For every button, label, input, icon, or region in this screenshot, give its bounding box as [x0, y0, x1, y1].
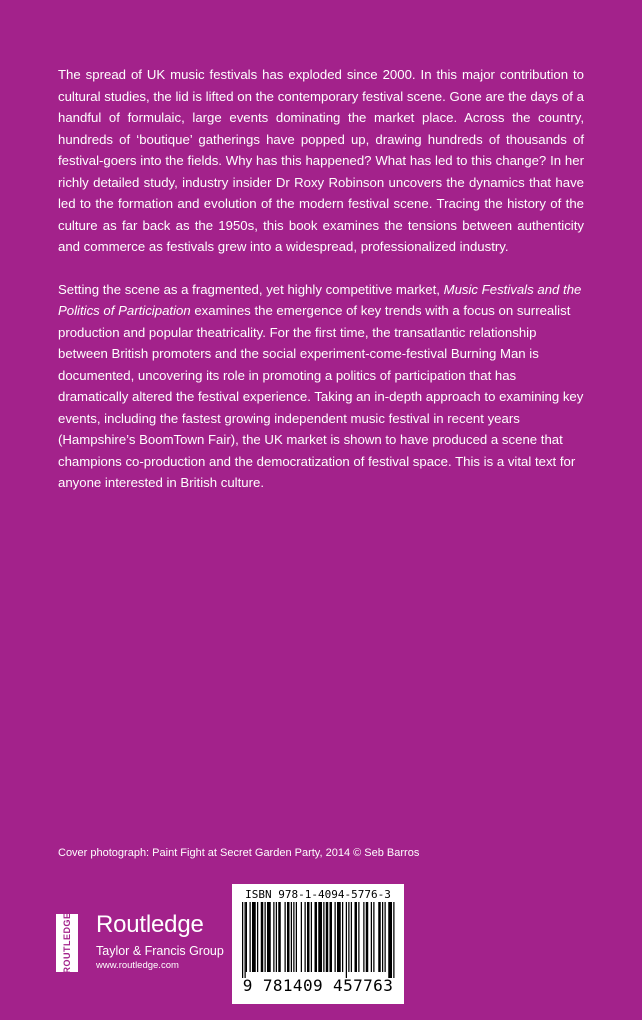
- publisher-group: Taylor & Francis Group: [96, 944, 224, 958]
- barcode-bar: [267, 902, 271, 972]
- barcode-bar: [301, 902, 302, 972]
- barcode-bars: [238, 902, 398, 978]
- barcode-bar: [355, 902, 358, 972]
- barcode-bar: [257, 902, 258, 972]
- barcode-bar: [373, 902, 374, 972]
- publisher-url: www.routledge.com: [96, 960, 179, 971]
- barcode-bar: [296, 902, 297, 972]
- barcode-bar: [323, 902, 324, 972]
- barcode-bar: [273, 902, 274, 972]
- isbn-barcode: [232, 884, 404, 1004]
- barcode-bar: [393, 902, 394, 978]
- isbn-label: ISBN 978-1-4094-5776-3: [245, 888, 391, 901]
- routledge-logo-icon: [56, 914, 78, 972]
- routledge-logo-text: ROUTLEDGE: [62, 912, 72, 974]
- barcode-bar: [330, 902, 333, 972]
- barcode-bar: [242, 902, 243, 978]
- barcode-bar: [261, 902, 264, 972]
- barcode-bar: [287, 902, 290, 972]
- barcode-bar: [293, 902, 294, 972]
- barcode-bar: [305, 902, 306, 972]
- cover-photo-credit: Cover photograph: Paint Fight at Secret Garden Party, 2014 © Seb Barros: [58, 847, 420, 859]
- barcode-bar: [363, 902, 364, 972]
- barcode-bar: [291, 902, 292, 972]
- barcode-bar: [278, 902, 281, 972]
- barcode-bar: [318, 902, 322, 972]
- barcode-bar: [326, 902, 329, 972]
- barcode-bar: [276, 902, 277, 972]
- book-title-italic: Music Festivals and the Politics of Participation: [58, 281, 582, 318]
- barcode-bar: [335, 902, 336, 972]
- barcode-bar: [245, 902, 246, 978]
- barcode-bar: [311, 902, 312, 972]
- barcode-bar: [366, 902, 369, 972]
- barcode-bar: [388, 902, 392, 978]
- barcode-bar: [385, 902, 386, 972]
- blurb-paragraph-2: [58, 279, 584, 494]
- barcode-digits: 9 781409 457763: [242, 976, 394, 995]
- barcode-bar: [348, 902, 349, 972]
- barcode-bar: [358, 902, 359, 972]
- blurb-paragraph-2-rest: examines the emergence of key trends with a focus on surrealist production and popular theatricality. For the first time, the transatlantic relationship between British promoters and the social experiment-come-festival Burning Man is documented, uncovering its role in promoting a politics of participation that has dramatically altered the festival experience. Taking an in-depth approach to examining key events, including the fastest growing independent music festival in recent years (Hampshire’s BoomTown Fair), the UK market is shown to have produced a scene that champions co-production and the democratization of festival space. This is a vital text for anyone interested in British culture.: [58, 303, 584, 490]
- barcode-bar: [307, 902, 310, 972]
- barcode-bar: [382, 902, 383, 972]
- barcode-bar: [371, 902, 372, 972]
- barcode-bar: [265, 902, 266, 972]
- barcode-bar: [315, 902, 318, 972]
- barcode-bar: [250, 902, 251, 972]
- barcode-bar: [246, 902, 247, 972]
- barcode-bar: [378, 902, 381, 972]
- barcode-bar: [337, 902, 341, 972]
- back-cover-blurb: [58, 64, 584, 515]
- barcode-bar: [252, 902, 256, 972]
- barcode-bar: [342, 902, 343, 972]
- publisher-block: [56, 908, 236, 974]
- publisher-name: Routledge: [96, 911, 204, 938]
- barcode-bar: [346, 902, 347, 978]
- barcode-bar: [285, 902, 286, 972]
- blurb-paragraph-2-intro: Setting the scene as a fragmented, yet highly competitive market,: [58, 281, 444, 297]
- barcode-bar: [351, 902, 352, 972]
- blurb-paragraph-1: The spread of UK music festivals has exploded since 2000. In this major contribution to cultural studies, the lid is lifted on the contemporary festival scene. Gone are the days of a handful of formulaic, large events dominating the market place. Across the country, hundreds of ‘boutique’ gatherings have popped up, drawing hundreds of thousands of festival-goers into the fields. Why has this happened? What has led to this change? In her richly detailed study, industry insider Dr Roxy Robinson uncovers the dynamics that have led to the formation and evolution of the modern festival scene. Tracing the history of the culture as far back as the 1950s, this book examines the tensions between authenticity and commerce as festivals grew into a widespread, professionalized industry.: [58, 67, 584, 254]
